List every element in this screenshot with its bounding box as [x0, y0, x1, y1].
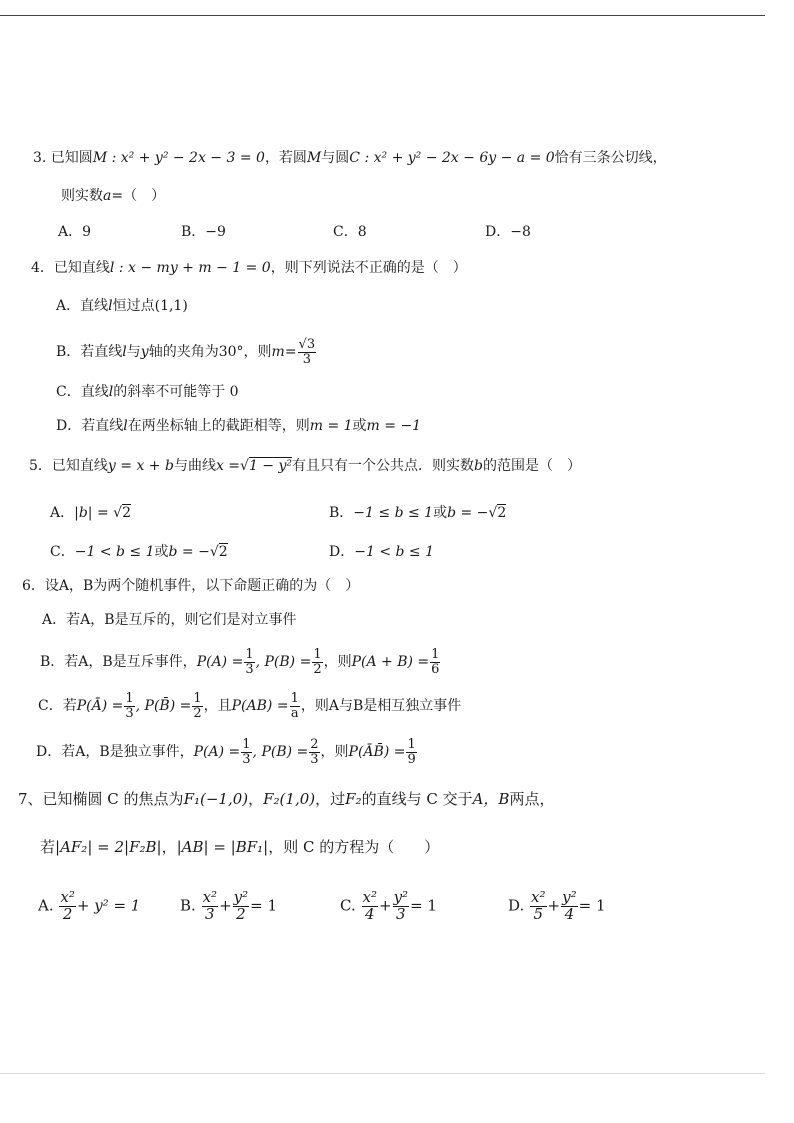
q3-line1: 3. 已知圆M : x² + y² − 2x − 3 = 0，若圆M与圆C : x² + y² − 2x − 6y − a = 0恰有三条公切线，: [33, 150, 667, 166]
q3-option-c: C．8: [333, 224, 367, 240]
q6-option-a: A．若A，B是互斥的，则它们是对立事件: [42, 612, 297, 628]
bottom-rule: [0, 1073, 765, 1074]
q7-option-a: A. $\frac{\text{x²}}{2}$ + y² = 1: [38, 888, 141, 923]
q6-option-d: D．若A，B是独立事件，P(A) = $\frac{1}{3}$ , P(B) = $\frac{2}{3}$ ，则P(ĀB̄) = $\frac{1}{9}$: [36, 737, 416, 767]
q5-option-c: C．−1 < b ≤ 1或b = −√ 2: [50, 544, 228, 561]
q5-option-b: B．−1 ≤ b ≤ 1或b = −√ 2: [329, 505, 506, 522]
q7-line2: 若|AF₂| = 2|F₂B|，|AB| = |BF₁|，则 C 的方程为（ ）: [40, 838, 440, 856]
q6-option-c: C．若P(Ā) = $\frac{1}{3}$ , P(B̄) = $\frac{1}{2}$ ，且P(AB) = $\frac{1}{a}$ ，则A与B是相互独立事件: [38, 691, 462, 721]
q5-stem: 5．已知直线y = x + b与曲线x =√ 1 − y²有且只有一个公共点．则实数b的范围是（ ）: [29, 458, 581, 475]
q4-option-b: B．若直线l与y轴的夹角为30°，则m= $\frac{√3}{3}$: [56, 337, 316, 367]
q4-option-c: C．直线l的斜率不可能等于 0: [56, 384, 239, 400]
q3-option-a: A．9: [58, 224, 92, 240]
q5-option-a: A．|b| = √ 2: [50, 505, 131, 522]
q3-line2: 则实数a=（ ）: [61, 188, 166, 204]
q3-option-b: B．−9: [181, 224, 226, 240]
q7-stem: 7、已知椭圆 C 的焦点为F₁(−1,0)，F₂(1,0)，过F₂的直线与 C 交于A，B两点，: [18, 790, 555, 808]
q4-stem: 4．已知直线l : x − my + m − 1 = 0，则下列说法不正确的是（ ）: [31, 260, 467, 276]
q5-option-d: D．−1 < b ≤ 1: [329, 544, 435, 560]
q3-option-d: D．−8: [485, 224, 531, 240]
q7-option-c: C. $\frac{\text{x²}}{4}$ + $\frac{\text{y²}}{3}$ = 1: [340, 888, 437, 923]
q6-option-b: B．若A，B是互斥事件，P(A) = $\frac{1}{3}$ , P(B) = $\frac{1}{2}$ ，则P(A + B) = $\frac{1}{6}$: [40, 647, 440, 677]
q7-option-b: B. $\frac{\text{x²}}{3}$ + $\frac{\text{y²}}{2}$ = 1: [180, 888, 278, 923]
q4-option-d: D．若直线l在两坐标轴上的截距相等，则m = 1或m = −1: [56, 418, 422, 434]
q6-stem: 6．设A，B为两个随机事件，以下命题正确的为（ ）: [22, 578, 360, 594]
q7-option-d: D. $\frac{\text{x²}}{5}$ + $\frac{\text{y²}}{4}$ = 1: [508, 888, 606, 923]
q4-option-a: A．直线l恒过点(1,1): [56, 298, 188, 314]
top-rule: [0, 15, 765, 16]
